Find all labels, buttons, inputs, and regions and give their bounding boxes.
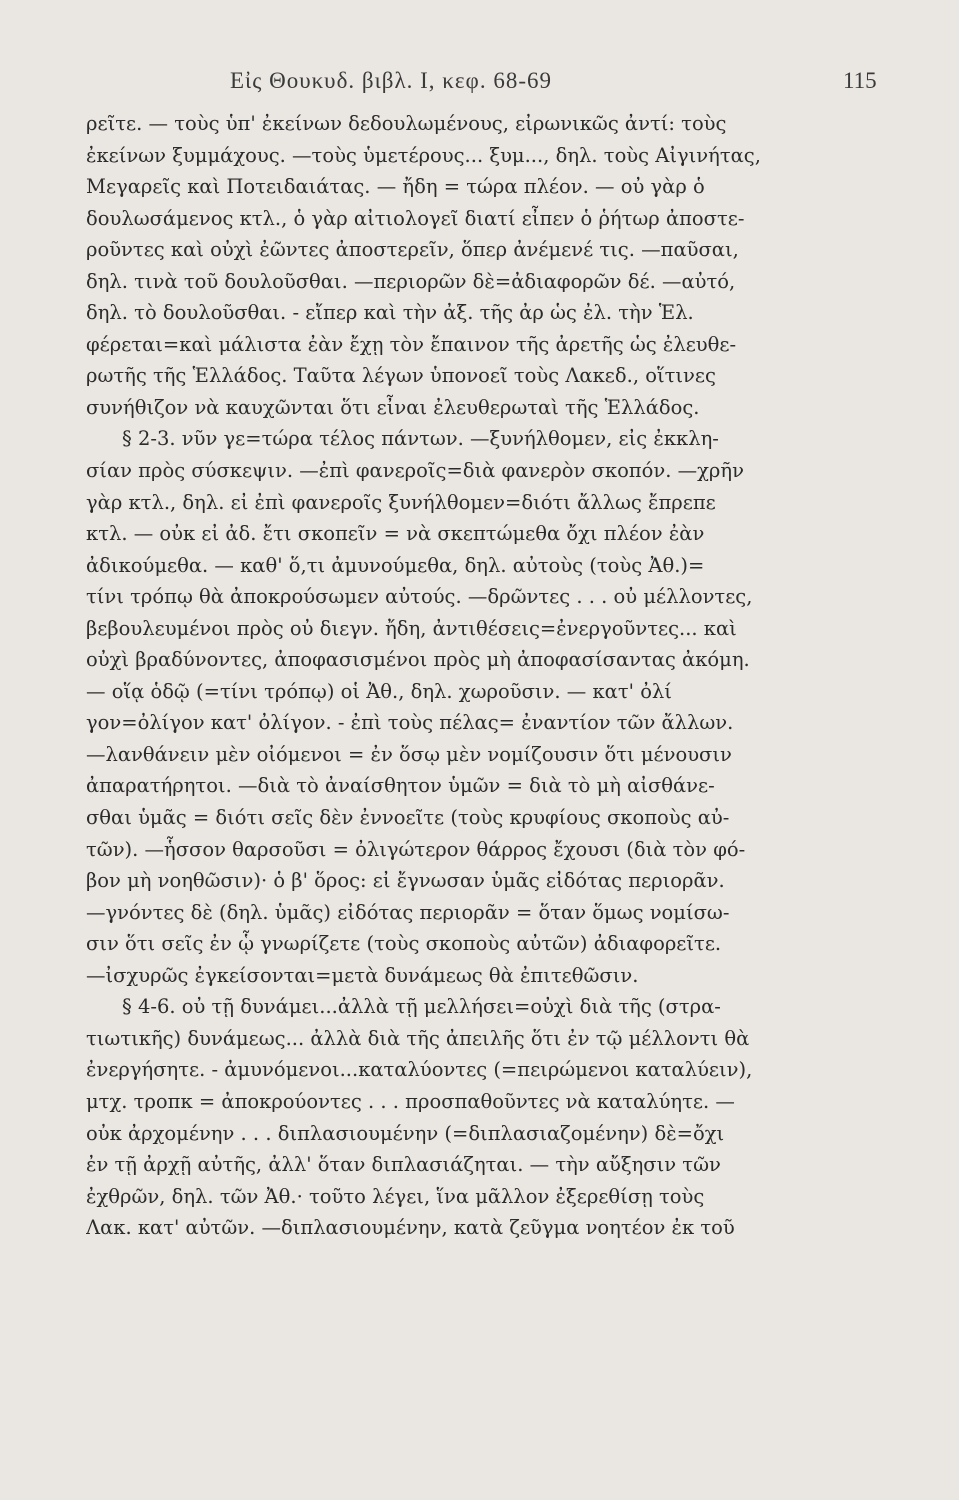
- text-line: δηλ. τὸ δουλοῦσθαι. - εἴπερ καὶ τὴν ἀξ. τῆς ἀρ ὡς ἐλ. τὴν Ἑλ.: [86, 301, 694, 325]
- text-line: βεβουλευμένοι πρὸς οὐ διεγν. ἤδη, ἀντιθέσεις=ἐνεργοῦντες... καὶ: [86, 616, 737, 640]
- text-line: οὐκ ἀρχομένην . . . διπλασιουμένην (=διπλασιαζομένην) δὲ=ὄχι: [86, 1121, 725, 1145]
- text-line: τῶν). —ἧσσον θαρσοῦσι = ὀλιγώτερον θάρρος ἔχουσι (διὰ τὸν φό-: [86, 837, 746, 861]
- text-line: γον=ὀλίγον κατ' ὀλίγον. - ἐπὶ τοὺς πέλας= ἐναντίον τῶν ἄλλων.: [86, 711, 734, 735]
- text-line: ἐν τῇ ἀρχῇ αὐτῆς, ἀλλ' ὅταν διπλασιάζηται. — τὴν αὔξησιν τῶν: [86, 1153, 721, 1177]
- text-line: ἐνεργήσητε. - ἀμυνόμενοι...καταλύοντες (=πειρώμενοι καταλύειν),: [86, 1058, 753, 1082]
- text-line: ἀπαρατήρητοι. —διὰ τὸ ἀναίσθητον ὑμῶν = διὰ τὸ μὴ αἰσθάνε-: [86, 774, 715, 798]
- text-line: § 2-3. νῦν γε=τώρα τέλος πάντων. —ξυνήλθομεν, εἰς ἐκκλη-: [122, 427, 719, 451]
- text-line: —γνόντες δὲ (δηλ. ὑμᾶς) εἰδότας περιορᾶν = ὅταν ὅμως νομίσω-: [86, 900, 730, 924]
- text-line: Μεγαρεῖς καὶ Ποτειδαιάτας. — ἤδη = τώρα πλέον. — οὐ γὰρ ὁ: [86, 175, 705, 199]
- text-line: ἐκείνων ξυμμάχους. —τοὺς ὑμετέρους... ξυμ..., δηλ. τοὺς Αἰγινήτας,: [86, 143, 761, 167]
- text-line: δηλ. τινὰ τοῦ δουλοῦσθαι. —περιορῶν δὲ=ἀδιαφορῶν δέ. —αὐτό,: [86, 269, 736, 293]
- text-line: σίαν πρὸς σύσκεψιν. —ἐπὶ φανεροῖς=διὰ φανερὸν σκοπόν. —χρῆν: [86, 459, 744, 483]
- text-line: τίνι τρόπῳ θὰ ἀποκρούσωμεν αὐτούς. —δρῶντες . . . οὐ μέλλοντες,: [86, 585, 753, 609]
- text-line: ροῦντες καὶ οὐχὶ ἐῶντες ἀποστερεῖν, ὅπερ ἀνέμενέ τις. —παῦσαι,: [86, 238, 739, 262]
- text-line: σιν ὅτι σεῖς ἐν ᾧ γνωρίζετε (τοὺς σκοποὺς αὐτῶν) ἀδιαφορεῖτε.: [86, 932, 722, 956]
- text-line: σθαι ὑμᾶς = διότι σεῖς δὲν ἐννοεῖτε (τοὺς κρυφίους σκοποὺς αὐ-: [86, 806, 730, 830]
- text-line: ἐχθρῶν, δηλ. τῶν Ἀθ.· τοῦτο λέγει, ἵνα μᾶλλον ἐξερεθίσῃ τοὺς: [86, 1184, 705, 1208]
- text-line: κτλ. — οὐκ εἰ ἀδ. ἔτι σκοπεῖν = νὰ σκεπτώμεθα ὄχι πλέον ἐὰν: [86, 522, 705, 546]
- text-line: —λανθάνειν μὲν οἰόμενοι = ἐν ὅσῳ μὲν νομίζουσιν ὅτι μένουσιν: [86, 742, 732, 766]
- text-line: οὐχὶ βραδύνοντες, ἀποφασισμένοι πρὸς μὴ ἀποφασίσαντας ἀκόμη.: [86, 648, 750, 672]
- text-line: ἀδικούμεθα. — καθ' ὅ,τι ἀμυνούμεθα, δηλ. αὐτοὺς (τοὺς Ἀθ.)=: [86, 553, 705, 577]
- text-line: —ἰσχυρῶς ἐγκείσονται=μετὰ δυνάμεως θὰ ἐπιτεθῶσιν.: [86, 963, 639, 987]
- commentary-text: [86, 108, 846, 1244]
- page-number: 115: [843, 68, 877, 93]
- text-line: φέρεται=καὶ μάλιστα ἐὰν ἔχῃ τὸν ἔπαινον τῆς ἀρετῆς ὡς ἐλευθε-: [86, 332, 737, 356]
- text-line: ρωτῆς τῆς Ἑλλάδος. Ταῦτα λέγων ὑπονοεῖ τοὺς Λακεδ., οἵτινες: [86, 364, 716, 388]
- text-line: συνήθιζον νὰ καυχῶνται ὅτι εἶναι ἐλευθερωταὶ τῆς Ἑλλάδος.: [86, 395, 700, 419]
- text-line: βον μὴ νοηθῶσιν)· ὁ β' ὅρος: εἰ ἔγνωσαν ὑμᾶς εἰδότας περιορᾶν.: [86, 869, 725, 893]
- text-line: γὰρ κτλ., δηλ. εἰ ἐπὶ φανεροῖς ξυνήλθομεν=διότι ἄλλως ἔπρεπε: [86, 490, 716, 514]
- text-line: μτχ. τροπκ = ἀποκρούοντες . . . προσπαθοῦντες νὰ καταλύητε. —: [86, 1089, 735, 1113]
- text-line: § 4-6. οὐ τῇ δυνάμει...ἀλλὰ τῇ μελλήσει=οὐχὶ διὰ τῆς (στρα-: [122, 995, 721, 1019]
- text-line: ρεῖτε. — τοὺς ὑπ' ἐκείνων δεδουλωμένους, εἰρωνικῶς ἀντί: τοὺς: [86, 112, 727, 135]
- text-line: Λακ. κατ' αὐτῶν. —διπλασιουμένην, κατὰ ζεῦγμα νοητέον ἐκ τοῦ: [86, 1216, 735, 1240]
- running-head: Εἰς Θουκυδ. βιβλ. Ι, κεφ. 68-69: [230, 68, 552, 93]
- text-line: δουλωσάμενος κτλ., ὁ γὰρ αἰτιολογεῖ διατί εἶπεν ὁ ῥήτωρ ἀποστε-: [86, 206, 745, 230]
- text-line: — οἵᾳ ὁδῷ (=τίνι τρόπῳ) οἱ Ἀθ., δηλ. χωροῦσιν. — κατ' ὀλί: [86, 679, 672, 703]
- text-line: τιωτικῆς) δυνάμεως... ἀλλὰ διὰ τῆς ἀπειλῆς ὅτι ἐν τῷ μέλλοντι θὰ: [86, 1026, 750, 1050]
